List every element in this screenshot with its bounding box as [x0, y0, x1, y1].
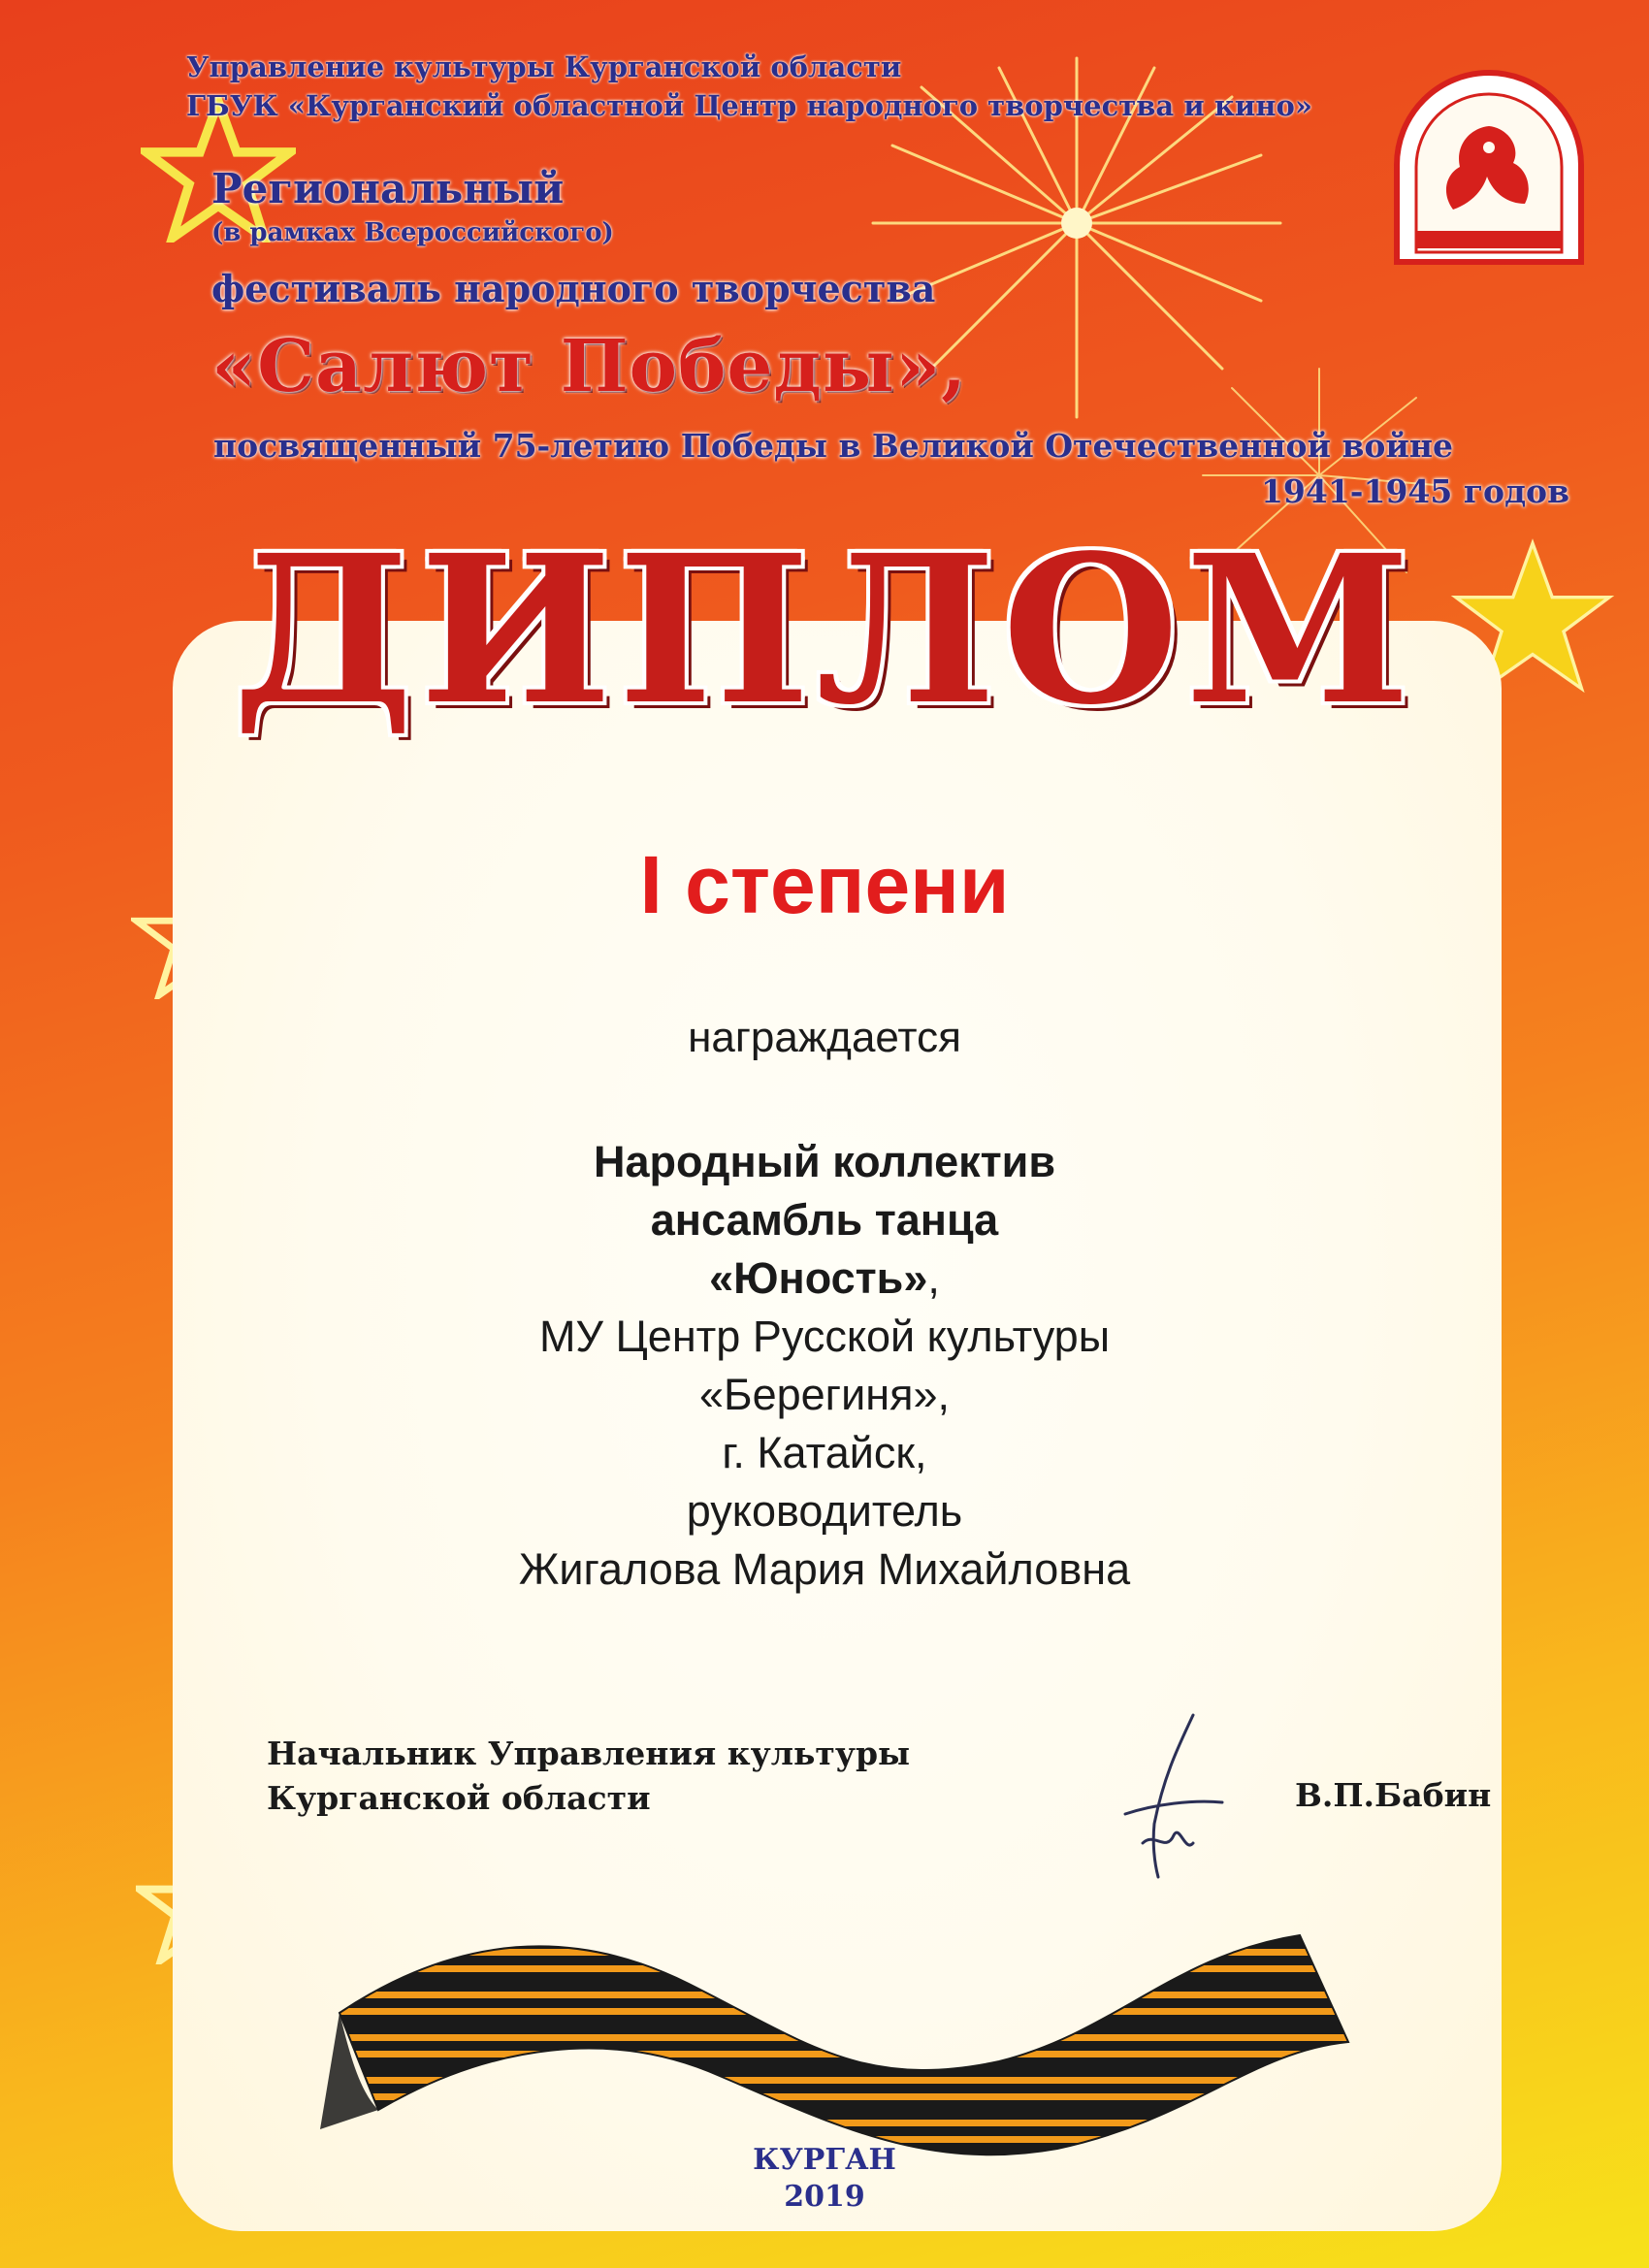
- footer-city: КУРГАН: [753, 2143, 896, 2177]
- diploma-title: ДИПЛОМ: [232, 510, 1417, 750]
- awardee-line: г. Катайск,: [722, 1428, 927, 1477]
- signatory-title-line: Курганской области: [267, 1779, 651, 1817]
- festival-name: «Салют Победы»,: [211, 325, 967, 408]
- signatory-title-line: Начальник Управления культуры: [267, 1734, 911, 1772]
- logo-seal: [1377, 58, 1600, 281]
- festival-dedication: посвященный 75-летию Победы в Великой Отечественной войне: [213, 427, 1454, 465]
- festival-within: (в рамках Всероссийского): [211, 218, 614, 247]
- ensemble-name: «Юность»: [709, 1253, 928, 1303]
- awardee-line: МУ Центр Русской культуры: [538, 1312, 1111, 1361]
- awarded-label: награждается: [688, 1014, 961, 1061]
- header-organization: Управление культуры Курганской области: [186, 50, 902, 83]
- awardee-line: Народный коллектив: [593, 1137, 1056, 1186]
- footer-year: 2019: [784, 2180, 865, 2214]
- signatory-title: [267, 1732, 910, 1821]
- festival-regional: Региональный: [211, 165, 565, 212]
- diploma-degree: I степени: [639, 839, 1010, 930]
- awardee-line: [0, 1249, 1649, 1308]
- signature-image: [1096, 1707, 1232, 1882]
- awardee-line: «Берегиня»,: [699, 1370, 950, 1419]
- festival-years: 1941-1945 годов: [1260, 472, 1569, 510]
- st-george-ribbon: [320, 1896, 1397, 2178]
- footer-place: [0, 2142, 1649, 2216]
- signatory-name: В.П.Бабин: [1295, 1776, 1492, 1814]
- awardee-line: ансамбль танца: [650, 1195, 999, 1245]
- ensemble-comma: ,: [927, 1253, 940, 1303]
- header-institution: ГБУК «Курганский областной Центр народного творчества и кино»: [186, 89, 1313, 122]
- festival-type: фестиваль народного творчества: [211, 267, 936, 310]
- awardee-line: Жигалова Мария Михайловна: [518, 1544, 1131, 1594]
- awardee-line: руководитель: [686, 1486, 963, 1536]
- awardee-block: [0, 1133, 1649, 1599]
